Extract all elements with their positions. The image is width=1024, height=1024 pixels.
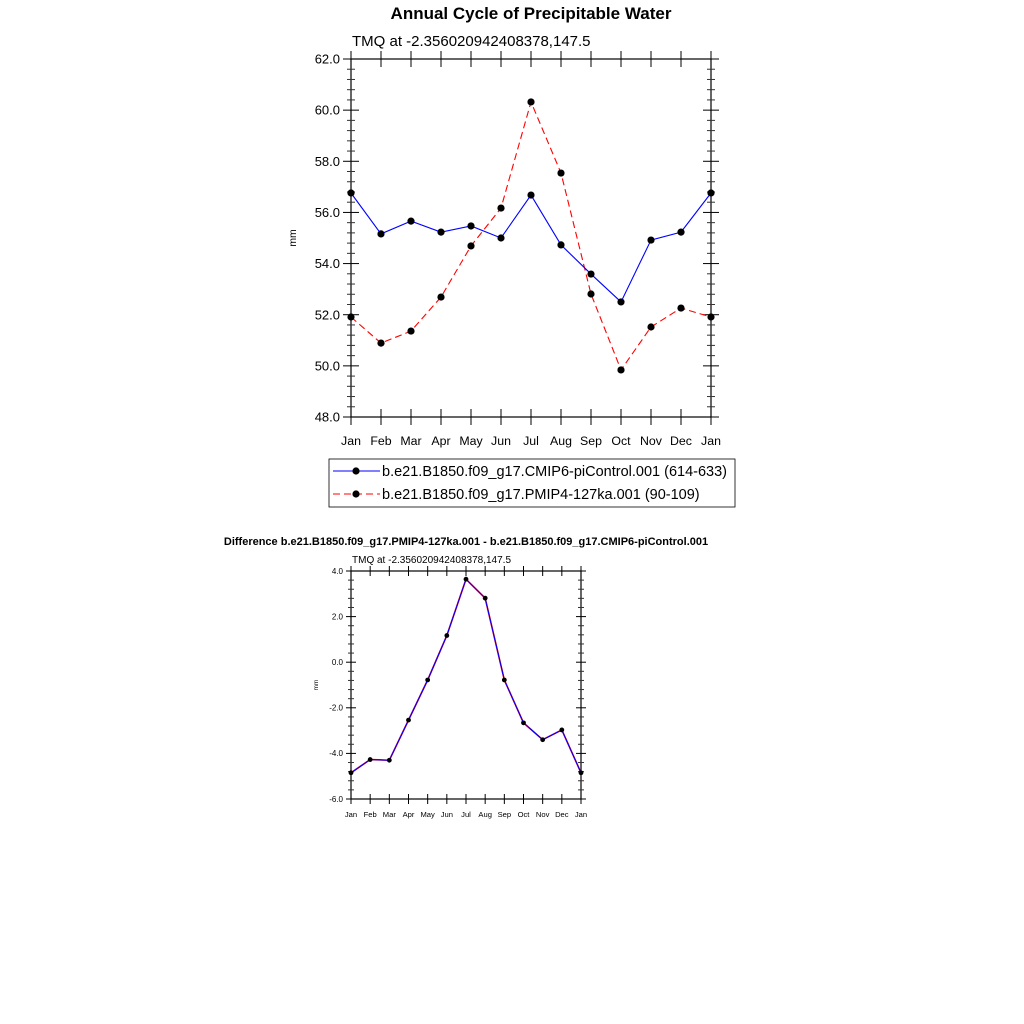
data-point bbox=[521, 720, 526, 725]
legend-marker bbox=[352, 467, 359, 474]
data-point bbox=[677, 304, 684, 311]
y-tick-label: 62.0 bbox=[314, 51, 340, 67]
data-point bbox=[437, 293, 444, 300]
data-point bbox=[387, 758, 392, 763]
data-point bbox=[497, 204, 504, 211]
chart-0 bbox=[288, 4, 735, 507]
y-tick-label: 56.0 bbox=[314, 204, 340, 220]
data-point bbox=[617, 366, 624, 373]
data-point bbox=[647, 236, 654, 243]
x-tick-label: Dec bbox=[555, 810, 569, 819]
data-point bbox=[467, 242, 474, 249]
y-tick-label: 0.0 bbox=[331, 658, 343, 667]
data-point bbox=[347, 189, 354, 196]
series-line-0 bbox=[351, 193, 711, 302]
data-point bbox=[557, 241, 564, 248]
data-point bbox=[407, 327, 414, 334]
y-tick-label: 50.0 bbox=[314, 358, 340, 374]
x-tick-label: Oct bbox=[517, 810, 530, 819]
legend-label-0: b.e21.B1850.f09_g17.CMIP6-piControl.001 (614-633) bbox=[382, 464, 728, 480]
y-tick-label: -6.0 bbox=[329, 794, 343, 804]
x-tick-label: Jun bbox=[440, 810, 453, 819]
x-tick-label: Sep bbox=[580, 434, 602, 448]
x-tick-label: Oct bbox=[611, 434, 631, 448]
x-tick-label: Jan bbox=[344, 810, 358, 819]
y-tick-label: -4.0 bbox=[329, 749, 343, 759]
data-point bbox=[483, 596, 488, 601]
data-point bbox=[377, 339, 384, 346]
y-tick-label: 54.0 bbox=[314, 256, 340, 272]
data-point bbox=[347, 313, 354, 320]
chart-title: Annual Cycle of Precipitable Water bbox=[390, 4, 672, 23]
data-point bbox=[527, 98, 534, 105]
data-point bbox=[707, 313, 714, 320]
x-tick-label: Aug bbox=[478, 810, 492, 819]
x-tick-label: Dec bbox=[670, 434, 692, 448]
y-tick-label: 52.0 bbox=[314, 307, 340, 323]
data-point bbox=[437, 229, 444, 236]
legend-label-1: b.e21.B1850.f09_g17.PMIP4-127ka.001 (90-109) bbox=[382, 487, 700, 503]
y-tick-label: 48.0 bbox=[314, 409, 340, 425]
y-tick-label: -2.0 bbox=[329, 703, 343, 713]
series-line-1 bbox=[351, 102, 711, 370]
chart-subtitle: TMQ at -2.356020942408378,147.5 bbox=[352, 555, 512, 566]
data-point bbox=[368, 757, 373, 762]
y-tick-label: 58.0 bbox=[314, 153, 340, 169]
series-line-0 bbox=[351, 579, 581, 773]
x-tick-label: Apr bbox=[402, 810, 415, 819]
data-point bbox=[527, 191, 534, 198]
x-tick-label: Jul bbox=[461, 810, 471, 819]
x-tick-label: Aug bbox=[550, 434, 572, 448]
data-point bbox=[425, 678, 430, 683]
x-tick-label: Sep bbox=[497, 810, 512, 819]
data-point bbox=[377, 230, 384, 237]
x-tick-label: Mar bbox=[400, 434, 422, 448]
legend-marker bbox=[352, 490, 359, 497]
data-point bbox=[557, 169, 564, 176]
data-point bbox=[502, 678, 507, 683]
x-tick-label: Jan bbox=[574, 810, 588, 819]
data-point bbox=[540, 737, 545, 742]
data-point bbox=[677, 229, 684, 236]
y-tick-label: 4.0 bbox=[331, 566, 343, 576]
y-tick-label: 2.0 bbox=[331, 612, 343, 622]
x-tick-label: Jun bbox=[491, 434, 511, 448]
chart-subtitle: TMQ at -2.356020942408378,147.5 bbox=[352, 33, 591, 50]
data-point bbox=[647, 323, 654, 330]
x-tick-label: Jul bbox=[523, 434, 539, 448]
data-point bbox=[349, 770, 354, 775]
x-tick-label: Nov bbox=[640, 434, 662, 448]
chart-1 bbox=[224, 536, 708, 819]
data-point bbox=[464, 577, 469, 582]
data-point bbox=[406, 718, 411, 723]
data-point bbox=[497, 234, 504, 241]
data-point bbox=[617, 298, 624, 305]
x-tick-label: Apr bbox=[431, 434, 451, 448]
data-point bbox=[559, 728, 564, 733]
y-axis-label: mm bbox=[313, 679, 320, 691]
y-tick-label: 60.0 bbox=[314, 102, 340, 118]
x-tick-label: May bbox=[420, 810, 435, 819]
plot-frame bbox=[351, 571, 581, 799]
data-point bbox=[587, 270, 594, 277]
x-tick-label: Feb bbox=[363, 810, 377, 819]
data-point bbox=[579, 770, 584, 775]
x-tick-label: Jan bbox=[341, 434, 361, 448]
data-point bbox=[444, 633, 449, 638]
x-tick-label: Nov bbox=[535, 810, 550, 819]
data-point bbox=[407, 218, 414, 225]
x-tick-label: Mar bbox=[382, 810, 396, 819]
x-tick-label: Feb bbox=[370, 434, 392, 448]
x-tick-label: May bbox=[459, 434, 483, 448]
data-point bbox=[467, 222, 474, 229]
data-point bbox=[587, 290, 594, 297]
y-axis-label: mm bbox=[288, 229, 299, 247]
chart-title: Difference b.e21.B1850.f09_g17.PMIP4-127ka.001 - b.e21.B1850.f09_g17.CMIP6-piControl.001 bbox=[223, 536, 709, 548]
series-underlay-line bbox=[351, 579, 581, 773]
x-tick-label: Jan bbox=[701, 434, 721, 448]
data-point bbox=[707, 189, 714, 196]
